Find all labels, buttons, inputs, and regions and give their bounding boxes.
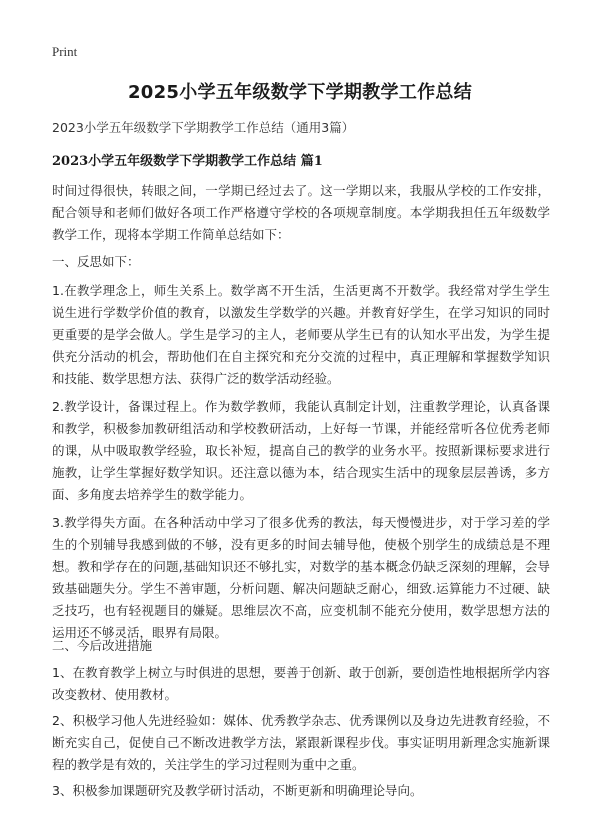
improvement-paragraph-2: 2、积极学习他人先进经验如：媒体、优秀教学杂志、优秀课例以及身边先进教育经验，不断充实自己，促使自己不断改进教学方法，紧跟新课程步伐。事实证明用新理念实施新课程的教学是有效的，关注学生的学习过程则为重中之重。	[52, 713, 550, 772]
reflection-paragraph-2: 2.教学设计，备课过程上。作为数学教师，我能认真制定计划，注重教学理论，认真备课和教学，积极参加教研组活动和学校教研活动，上好每一节课，并能经常听各位优秀老师的课，从中吸取教学经验，取长补短，提高自己的教学的业务水平。按照新课标要求进行施教，让学生掌握好数学知识。还注意以德为本，结合现实生活中的现象层层善诱，多方面、多角度去培养学生的数学能力。	[52, 399, 550, 502]
improvement-heading: 二、今后改进措施	[52, 638, 153, 653]
reflection-paragraph-1: 1.在教学理念上，师生关系上。数学离不开生活，生活更离不开数学。我经常对学生学生说生进行学数学价值的教育，以激发生学数学的兴趣。并教育好学生，在学习知识的同时更重要的是学会做人。学生是学习的主人，老师要从学生已有的认知水平出发，为学生提供充分活动的机会，帮助他们在自主探究和充分交流的过程中，真正理解和掌握数学知识和技能、数学思想方法、获得广泛的数学活动经验。	[52, 283, 550, 386]
improvement-paragraph-1: 1、在教育教学上树立与时俱进的思想，要善于创新、敢于创新，要创造性地根据所学内容改变教材、使用教材。	[52, 665, 550, 702]
reflection-paragraph-3: 3.教学得失方面。在各种活动中学习了很多优秀的教法，每天慢慢进步，对于学习差的学生的个别辅导我感到做的不够，没有更多的时间去辅导他，使极个别学生的成绩总是不理想。教和学存在的问题,基础知识还不够扎实，对数学的基本概念仍缺乏深刻的理解，会导致基础题失分。学生不善审题，分析问题、解决问题缺乏耐心，细致.运算能力不过硬、缺乏技巧，也有轻视题目的嫌疑。思维层次不高，应变机制不能充分使用，数学思想方法的运用还不够灵活，眼界有局限。	[52, 515, 550, 640]
reflection-heading: 一、反思如下：	[52, 254, 140, 269]
intro-paragraph: 时间过得很快，转眼之间，一学期已经过去了。这一学期以来，我服从学校的工作安排，配合领导和老师们做好各项工作严格遵守学校的各项规章制度。本学期我担任五年级数学教学工作，现将本学期工作简单总结如下：	[52, 183, 550, 242]
document-subtitle: 2023小学五年级数学下学期教学工作总结（通用3篇）	[52, 120, 355, 135]
section-heading: 2023小学五年级数学下学期教学工作总结 篇1	[52, 154, 323, 169]
document-title: 2025小学五年级数学下学期教学工作总结	[127, 82, 473, 103]
improvement-paragraph-3: 3、积极参加课题研究及教学研讨活动，不断更新和明确理论导向。	[52, 783, 423, 798]
print-label[interactable]: Print	[52, 44, 78, 59]
